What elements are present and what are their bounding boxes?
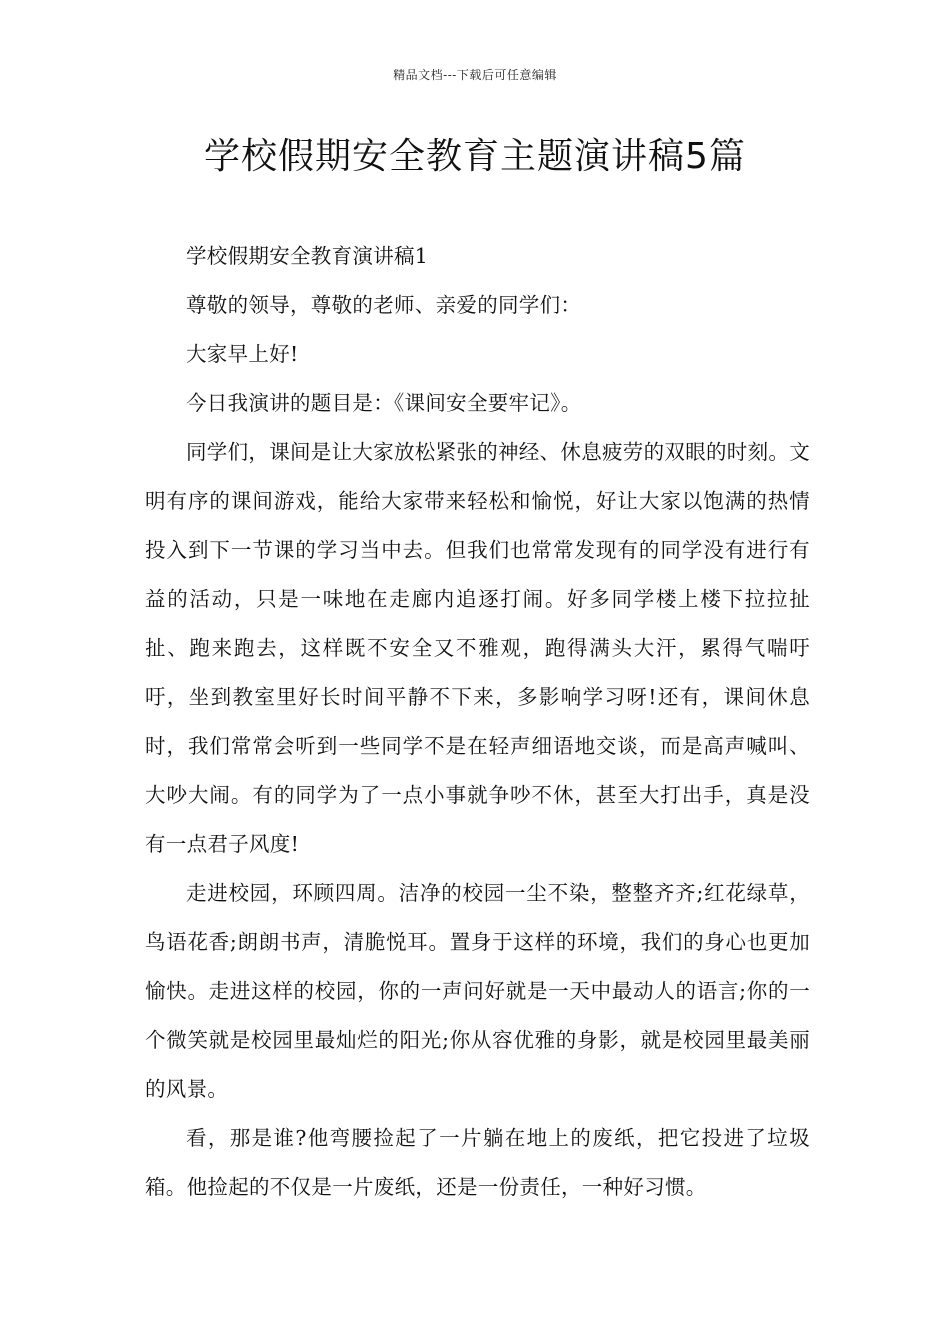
document-body: [145, 232, 810, 1212]
speech-topic: 今日我演讲的题目是：《课间安全要牢记》。: [186, 391, 582, 415]
body-paragraph: 同学们，课间是让大家放松紧张的神经、休息疲劳的双眼的时刻。文明有序的课间游戏，能给大家带来轻松和愉悦，好让大家以饱满的热情投入到下一节课的学习当中去。但我们也常常发现有的同学没有进行有益的活动，只是一味地在走廊内追逐打闹。好多同学楼上楼下拉拉扯扯、跑来跑去，这样既不安全又不雅观，跑得满头大汗，累得气喘吁吁，坐到教室里好长时间平静不下来，多影响学习呀!还有，课间休息时，我们常常会听到一些同学不是在轻声细语地交谈，而是高声喊叫、大吵大闹。有的同学为了一点小事就争吵不休，甚至大打出手，真是没有一点君子风度!: [145, 440, 810, 856]
body-paragraph: 看，那是谁?他弯腰捡起了一片躺在地上的废纸，把它投进了垃圾箱。他捡起的不仅是一片废纸，还是一份责任，一种好习惯。: [145, 1126, 810, 1199]
body-paragraph: 走进校园，环顾四周。洁净的校园一尘不染，整整齐齐;红花绿草，鸟语花香;朗朗书声，清脆悦耳。置身于这样的环境，我们的身心也更加愉快。走进这样的校园，你的一声问好就是一天中最动人的语言;你的一个微笑就是校园里最灿烂的阳光;你从容优雅的身影，就是校园里最美丽的风景。: [145, 881, 810, 1101]
speech-subtitle: 学校假期安全教育演讲稿1: [186, 244, 429, 268]
document-title: 学校假期安全教育主题演讲稿5篇: [204, 136, 746, 177]
greeting: 大家早上好!: [186, 342, 299, 366]
salutation: 尊敬的领导，尊敬的老师、亲爱的同学们：: [186, 293, 582, 317]
header-note: 精品文档---下载后可任意编辑: [393, 68, 557, 82]
